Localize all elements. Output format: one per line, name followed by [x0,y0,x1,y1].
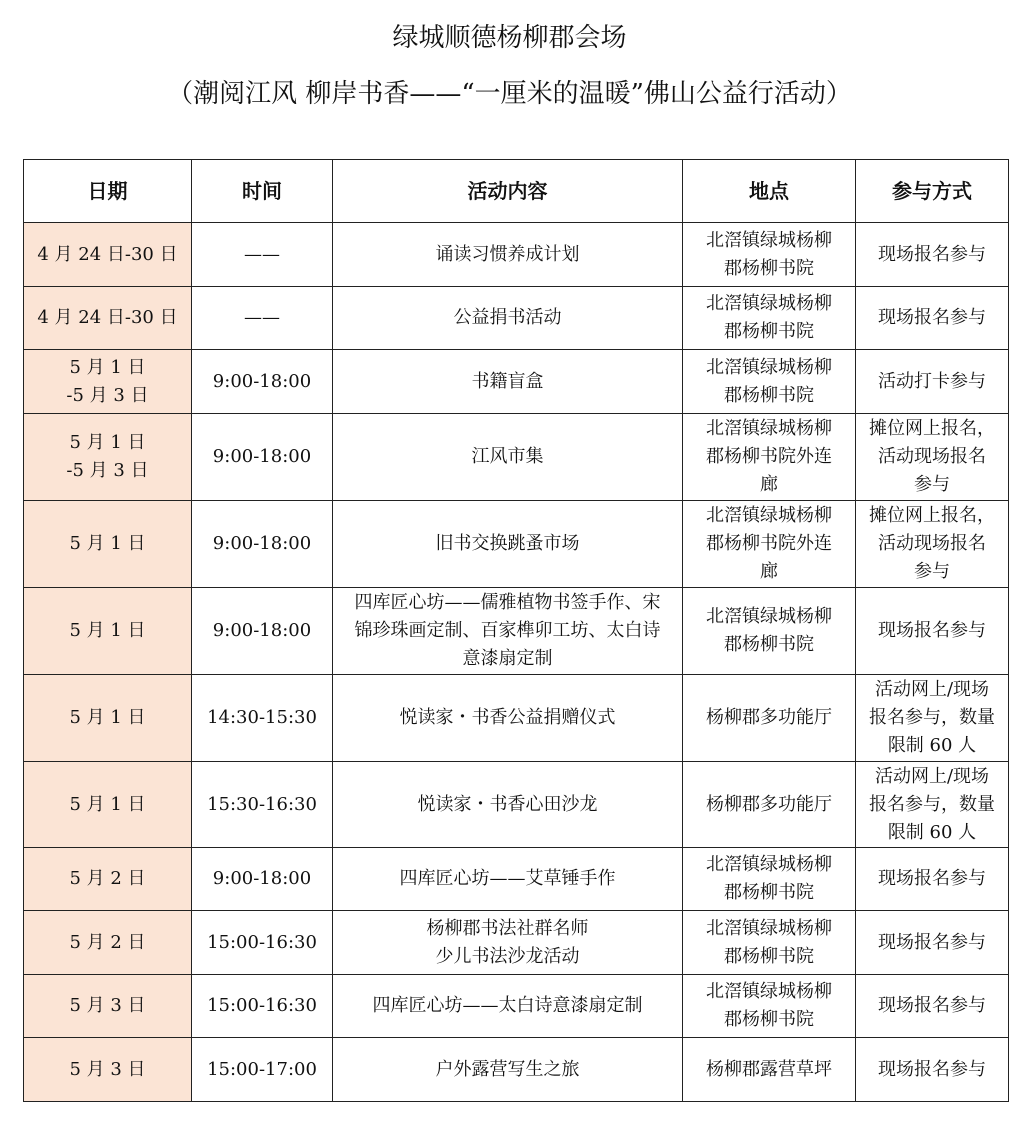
time-cell: 15:00-16:30 [192,975,333,1038]
location-cell: 杨柳郡多功能厅 [683,762,856,848]
table-row [24,223,1009,287]
time-cell: —— [192,223,333,287]
location-cell: 杨柳郡露营草坪 [683,1038,856,1102]
date-cell: 4 月 24 日-30 日 [24,223,192,287]
location-cell: 北滘镇绿城杨柳 郡杨柳书院 [683,975,856,1038]
table-row [24,911,1009,975]
time-cell: 9:00-18:00 [192,414,333,501]
participation-cell: 现场报名参与 [856,223,1009,287]
participation-cell: 摊位网上报名， 活动现场报名 参与 [856,501,1009,588]
table-row [24,762,1009,848]
location-cell: 北滘镇绿城杨柳 郡杨柳书院外连 廊 [683,501,856,588]
location-cell: 北滘镇绿城杨柳 郡杨柳书院 [683,287,856,350]
participation-cell: 摊位网上报名， 活动现场报名 参与 [856,414,1009,501]
content-cell: 杨柳郡书法社群名师 少儿书法沙龙活动 [333,911,683,975]
content-cell: 江风市集 [333,414,683,501]
content-cell: 公益捐书活动 [333,287,683,350]
schedule-table [23,159,1009,1102]
header-row [24,160,1009,223]
date-cell: 5 月 3 日 [24,975,192,1038]
date-cell: 5 月 1 日 [24,501,192,588]
time-cell: 15:00-16:30 [192,911,333,975]
time-cell: 15:00-17:00 [192,1038,333,1102]
time-cell: 9:00-18:00 [192,501,333,588]
content-cell: 户外露营写生之旅 [333,1038,683,1102]
content-cell: 悦读家・书香心田沙龙 [333,762,683,848]
table-row [24,588,1009,675]
time-cell: 9:00-18:00 [192,588,333,675]
participation-cell: 现场报名参与 [856,911,1009,975]
table-row [24,414,1009,501]
time-cell: 15:30-16:30 [192,762,333,848]
time-cell: 9:00-18:00 [192,350,333,414]
participation-cell: 活动打卡参与 [856,350,1009,414]
content-cell: 四库匠心坊——太白诗意漆扇定制 [333,975,683,1038]
time-cell: 9:00-18:00 [192,848,333,911]
table-row [24,975,1009,1038]
participation-cell: 现场报名参与 [856,287,1009,350]
location-cell: 北滘镇绿城杨柳 郡杨柳书院 [683,223,856,287]
date-cell: 5 月 2 日 [24,848,192,911]
date-cell: 5 月 1 日 [24,588,192,675]
participation-cell: 现场报名参与 [856,848,1009,911]
participation-cell: 现场报名参与 [856,1038,1009,1102]
participation-cell: 现场报名参与 [856,588,1009,675]
content-cell: 书籍盲盒 [333,350,683,414]
content-cell: 四库匠心坊——艾草锤手作 [333,848,683,911]
table-row [24,501,1009,588]
table-row [24,675,1009,762]
location-cell: 北滘镇绿城杨柳 郡杨柳书院外连 廊 [683,414,856,501]
participation-cell: 活动网上/现场 报名参与，数量 限制 60 人 [856,762,1009,848]
date-cell: 4 月 24 日-30 日 [24,287,192,350]
content-cell: 悦读家・书香公益捐赠仪式 [333,675,683,762]
content-cell: 四库匠心坊——儒雅植物书签手作、宋 锦珍珠画定制、百家榫卯工坊、太白诗 意漆扇定制 [333,588,683,675]
content-cell: 旧书交换跳蚤市场 [333,501,683,588]
date-cell: 5 月 2 日 [24,911,192,975]
location-cell: 北滘镇绿城杨柳 郡杨柳书院 [683,350,856,414]
header-participation: 参与方式 [856,160,1009,223]
table-row [24,848,1009,911]
participation-cell: 现场报名参与 [856,975,1009,1038]
time-cell: —— [192,287,333,350]
time-cell: 14:30-15:30 [192,675,333,762]
date-cell: 5 月 1 日 [24,762,192,848]
content-cell: 诵读习惯养成计划 [333,223,683,287]
document-subtitle: （潮阅江风 柳岸书香——“一厘米的温暖”佛山公益行活动） [167,79,852,109]
date-cell: 5 月 1 日 -5 月 3 日 [24,350,192,414]
header-time: 时间 [192,160,333,223]
date-cell: 5 月 1 日 [24,675,192,762]
document-title: 绿城顺德杨柳郡会场 [392,23,627,53]
location-cell: 北滘镇绿城杨柳 郡杨柳书院 [683,588,856,675]
date-cell: 5 月 3 日 [24,1038,192,1102]
location-cell: 杨柳郡多功能厅 [683,675,856,762]
location-cell: 北滘镇绿城杨柳 郡杨柳书院 [683,848,856,911]
location-cell: 北滘镇绿城杨柳 郡杨柳书院 [683,911,856,975]
table-row [24,287,1009,350]
header-date: 日期 [24,160,192,223]
participation-cell: 活动网上/现场 报名参与，数量 限制 60 人 [856,675,1009,762]
header-content: 活动内容 [333,160,683,223]
date-cell: 5 月 1 日 -5 月 3 日 [24,414,192,501]
table-row [24,350,1009,414]
header-location: 地点 [683,160,856,223]
table-row [24,1038,1009,1102]
